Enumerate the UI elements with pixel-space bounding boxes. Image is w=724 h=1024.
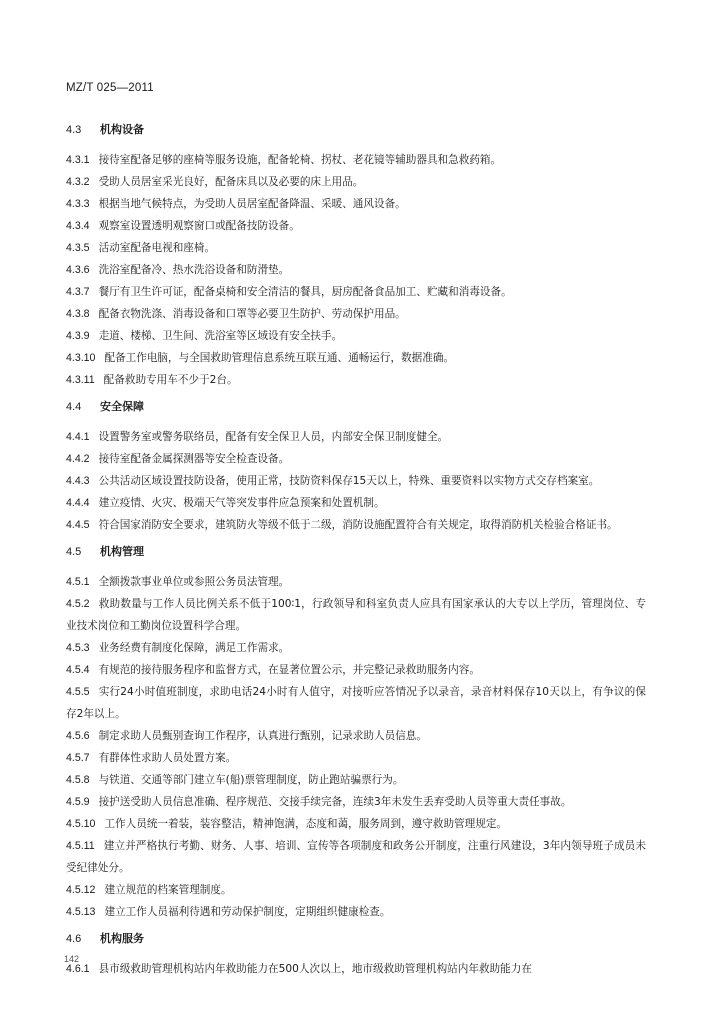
clause [66, 879, 646, 901]
clause-text: 实行24小时值班制度，求助电话24小时有人值守，对接听应答情况予以录音，录音材料保存10天以上，有争议的保存2年以上。 [66, 686, 646, 720]
clause-number: 4.5.3 [66, 642, 90, 654]
clause [66, 681, 646, 725]
clause [66, 325, 646, 347]
section-number: 4.6 [66, 933, 82, 945]
clause-text: 符合国家消防安全要求，建筑防火等级不低于二级，消防设施配置符合有关规定，取得消防机关检验合格证书。 [98, 519, 618, 531]
clause-number: 4.6.1 [66, 963, 90, 975]
clause [66, 637, 646, 659]
section-title: 机构服务 [100, 932, 144, 945]
clause-text: 根据当地气候特点，为受助人员居室配备降温、采暖、通风设备。 [98, 198, 406, 210]
clause-number: 4.4.4 [66, 497, 90, 509]
clause-number: 4.5.6 [66, 730, 90, 742]
clause-text: 接护送受助人员信息准确、程序规范、交接手续完备，连续3年未发生丢弃受助人员等重大责任事故。 [98, 796, 572, 808]
clause-text: 建立工作人员福利待遇和劳动保护制度，定期组织健康检查。 [104, 906, 391, 918]
clause-number: 4.3.2 [66, 176, 90, 188]
clause [66, 492, 646, 514]
clause [66, 369, 646, 391]
clause [66, 259, 646, 281]
clause-number: 4.3.11 [66, 374, 95, 386]
clause-number: 4.4.3 [66, 475, 90, 487]
clause-text: 配备衣物洗涤、消毒设备和口罩等必要卫生防护、劳动保护用品。 [98, 308, 406, 320]
clause [66, 193, 646, 215]
clause-text: 设置警务室或警务联络员，配备有安全保卫人员，内部安全保卫制度健全。 [98, 431, 449, 443]
section-heading [66, 544, 646, 560]
clause-text: 观察室设置透明观察窗口或配备技防设备。 [98, 220, 300, 232]
section-4-5 [66, 544, 646, 923]
clause [66, 281, 646, 303]
clause-text: 受助人员居室采光良好，配备床具以及必要的床上用品。 [98, 176, 364, 188]
clause [66, 901, 646, 923]
clause-text: 县市级救助管理机构站内年救助能力在500人次以上，地市级救助管理机构站内年救助能力在 [98, 963, 532, 975]
clause-number: 4.3.3 [66, 198, 90, 210]
clause-text: 接待室配备金属探测器等安全检查设备。 [98, 453, 290, 465]
clause-number: 4.3.6 [66, 264, 90, 276]
section-title: 机构设备 [100, 123, 144, 136]
clause [66, 237, 646, 259]
clause-number: 4.5.4 [66, 664, 90, 676]
clause-number: 4.5.9 [66, 796, 90, 808]
clause-text: 接待室配备足够的座椅等服务设施，配备轮椅、拐杖、老花镜等辅助器具和急救药箱。 [98, 154, 502, 166]
clause-number: 4.4.5 [66, 519, 90, 531]
clause-number: 4.3.9 [66, 330, 90, 342]
clause [66, 514, 646, 536]
clause-text: 配备工作电脑，与全国救助管理信息系统互联互通、通畅运行，数据准确。 [104, 352, 455, 364]
clause [66, 791, 646, 813]
section-4-6 [66, 931, 646, 980]
clause-text: 制定求助人员甄别查询工作程序，认真进行甄别，记录求助人员信息。 [98, 730, 427, 742]
clause [66, 149, 646, 171]
section-number: 4.3 [66, 124, 82, 136]
clause [66, 725, 646, 747]
clause [66, 747, 646, 769]
clause-text: 业务经费有制度化保障，满足工作需求。 [98, 642, 290, 654]
clause-number: 4.4.1 [66, 431, 90, 443]
clause [66, 171, 646, 193]
clause [66, 448, 646, 470]
clause-number: 4.5.7 [66, 752, 90, 764]
section-heading [66, 122, 646, 138]
clause-text: 全额拨款事业单位或参照公务员法管理。 [98, 576, 290, 588]
clause-text: 有规范的接待服务程序和监督方式，在显著位置公示，并完整记录救助服务内容。 [98, 664, 480, 676]
clause-text: 建立疫情、火灾、极端天气等突发事件应急预案和处置机制。 [98, 497, 385, 509]
clause-text: 配备救助专用车不少于2台。 [103, 374, 238, 386]
clause [66, 813, 646, 835]
clause [66, 769, 646, 791]
clause-text: 建立规范的档案管理制度。 [104, 884, 232, 896]
section-number: 4.5 [66, 546, 82, 558]
clause-number: 4.5.8 [66, 774, 90, 786]
clause-number: 4.3.7 [66, 286, 90, 298]
clause [66, 593, 646, 637]
section-4-3 [66, 122, 646, 391]
clause-number: 4.3.5 [66, 242, 90, 254]
clause-text: 建立并严格执行考勤、财务、人事、培训、宣传等各项制度和政务公开制度，注重行风建设，3年内领导班子成员未受纪律处分。 [66, 840, 646, 874]
clause [66, 303, 646, 325]
clause-number: 4.5.13 [66, 906, 96, 918]
section-heading [66, 931, 646, 947]
clause [66, 470, 646, 492]
section-heading [66, 399, 646, 415]
clause-number: 4.4.2 [66, 453, 90, 465]
section-title: 机构管理 [100, 545, 144, 558]
clause-text: 走道、楼梯、卫生间、洗浴室等区域设有安全扶手。 [98, 330, 343, 342]
clause-number: 4.3.1 [66, 154, 90, 166]
clause-text: 有群体性求助人员处置方案。 [98, 752, 237, 764]
clause-number: 4.5.5 [66, 686, 90, 698]
document-code: MZ/T 025—2011 [66, 82, 154, 94]
clause [66, 958, 646, 980]
clause-number: 4.3.8 [66, 308, 90, 320]
clause-number: 4.5.12 [66, 884, 96, 896]
clause-number: 4.3.10 [66, 352, 96, 364]
clause [66, 426, 646, 448]
section-title: 安全保障 [100, 400, 144, 413]
clause-number: 4.3.4 [66, 220, 90, 232]
clause-number: 4.5.1 [66, 576, 90, 588]
clause-number: 4.5.10 [66, 818, 96, 830]
clause-text: 餐厅有卫生许可证，配备桌椅和安全清洁的餐具，厨房配备食品加工、贮藏和消毒设备。 [98, 286, 512, 298]
section-number: 4.4 [66, 401, 82, 413]
clause [66, 659, 646, 681]
document-body [66, 122, 646, 980]
clause [66, 571, 646, 593]
clause [66, 215, 646, 237]
page-number: 142 [64, 954, 80, 964]
clause-text: 救助数量与工作人员比例关系不低于100∶1，行政领导和科室负责人应具有国家承认的大专以上学历，管理岗位、专业技术岗位和工勤岗位设置科学合理。 [66, 598, 646, 632]
clause [66, 835, 646, 879]
clause-number: 4.5.2 [66, 598, 90, 610]
clause-text: 工作人员统一着装，装容整洁，精神饱满，态度和蔼，服务周到，遵守救助管理规定。 [104, 818, 508, 830]
clause-number: 4.5.11 [66, 840, 95, 852]
clause [66, 347, 646, 369]
section-4-4 [66, 399, 646, 536]
clause-text: 活动室配备电视和座椅。 [98, 242, 216, 254]
clause-text: 洗浴室配备冷、热水洗浴设备和防滑垫。 [98, 264, 290, 276]
clause-text: 公共活动区域设置技防设备，使用正常，技防资料保存15天以上，特殊、重要资料以实物方式交存档案室。 [98, 475, 600, 487]
clause-text: 与铁道、交通等部门建立车(船)票管理制度，防止跑站骗票行为。 [98, 774, 404, 786]
